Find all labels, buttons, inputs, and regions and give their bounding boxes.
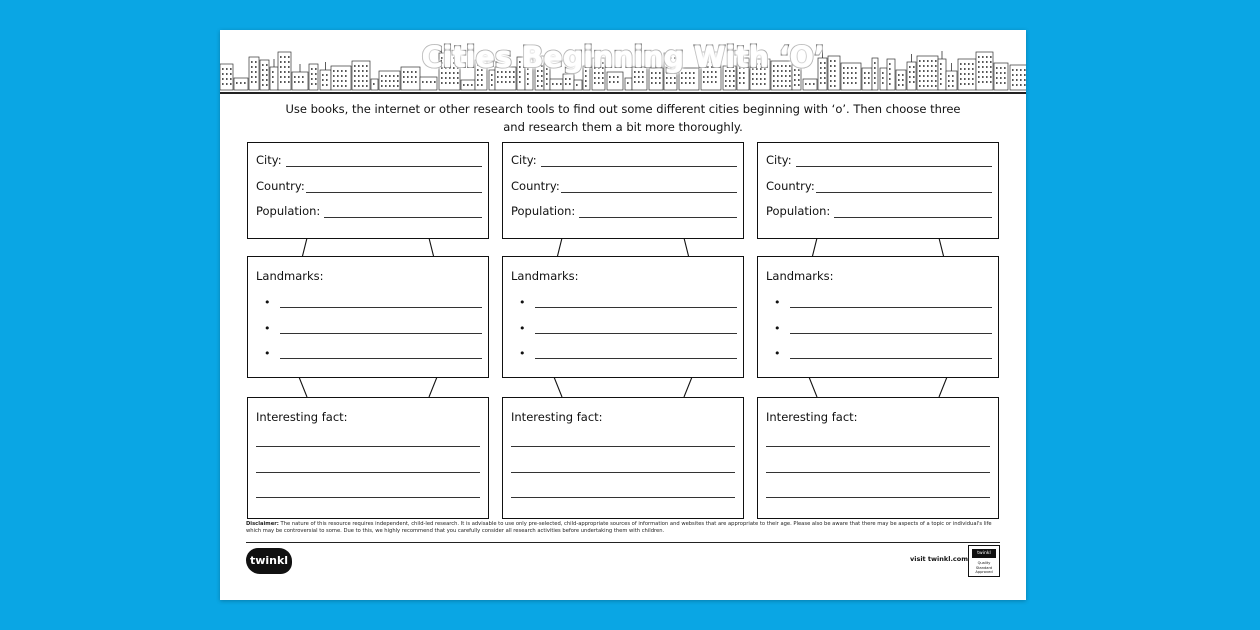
city-card (757, 142, 999, 522)
population-write-line[interactable] (834, 217, 992, 218)
instructions-text: Use books, the internet or other research tools to find out some different cities beginning with ‘o’. Then choose three and research them a bit more thoroughly. (285, 102, 961, 134)
interesting-fact-label: Interesting fact: (256, 410, 348, 424)
country-label: Country: (511, 179, 560, 193)
fact-write-line[interactable] (766, 497, 990, 498)
population-field (766, 202, 992, 220)
box-connector (247, 238, 489, 258)
country-field (256, 177, 482, 195)
city-write-line[interactable] (796, 166, 992, 167)
disclaimer-label: Disclaimer: (246, 521, 279, 527)
landmark-line[interactable] (264, 321, 482, 335)
landmark-line[interactable] (519, 295, 737, 309)
visit-link[interactable]: visit twinkl.com (910, 555, 969, 563)
country-write-line[interactable] (306, 192, 482, 193)
fact-write-line[interactable] (256, 472, 480, 473)
population-label: Population: (766, 204, 831, 218)
population-label: Population: (256, 204, 321, 218)
badge-title: twinkl (972, 549, 996, 558)
city-info-box (247, 142, 489, 239)
landmarks-label: Landmarks: (256, 269, 324, 283)
country-label: Country: (256, 179, 305, 193)
box-connector (502, 377, 744, 397)
city-info-box (502, 142, 744, 239)
landmarks-box (247, 256, 489, 378)
twinkl-logo[interactable]: twinkl (246, 548, 292, 574)
bullet-point: • (264, 296, 271, 309)
city-field (766, 151, 992, 169)
city-field (511, 151, 737, 169)
population-field (256, 202, 482, 220)
bullet-point: • (264, 347, 271, 360)
population-write-line[interactable] (579, 217, 737, 218)
landmark-line[interactable] (519, 346, 737, 360)
box-connector (502, 238, 744, 258)
country-field (511, 177, 737, 195)
disclaimer-text: The nature of this resource requires independent, child-led research. It is advisable to use only pre-selected, child-appropriate sources of information and websites that are appropriate to their age. Please also be aware that there may be aspects of a topic or individual's life which may be controversial to some. Due to this, we highly recommend that you carefully consider all research activities before undertaking them with children. (246, 521, 992, 534)
population-label: Population: (511, 204, 576, 218)
city-card (247, 142, 489, 522)
bullet-point: • (774, 296, 781, 309)
fact-write-line[interactable] (511, 446, 735, 447)
badge-text: Quality Standard Approved (975, 561, 993, 574)
landmarks-label: Landmarks: (766, 269, 834, 283)
bullet-point: • (774, 322, 781, 335)
bullet-point: • (264, 322, 271, 335)
country-field (766, 177, 992, 195)
title-banner (220, 30, 1026, 94)
box-connector (757, 238, 999, 258)
fact-write-line[interactable] (256, 497, 480, 498)
city-write-line[interactable] (286, 166, 482, 167)
bullet-point: • (774, 347, 781, 360)
fact-write-line[interactable] (766, 446, 990, 447)
interesting-fact-box (757, 397, 999, 519)
bullet-point: • (519, 347, 526, 360)
box-connector (757, 377, 999, 397)
population-write-line[interactable] (324, 217, 482, 218)
worksheet-title: Cities Beginning With ‘O’ (421, 40, 825, 74)
interesting-fact-box (502, 397, 744, 519)
landmark-line[interactable] (264, 295, 482, 309)
interesting-fact-label: Interesting fact: (766, 410, 858, 424)
fact-write-line[interactable] (256, 446, 480, 447)
bullet-point: • (519, 296, 526, 309)
landmark-line[interactable] (774, 295, 992, 309)
city-write-line[interactable] (541, 166, 737, 167)
city-info-box (757, 142, 999, 239)
landmark-line[interactable] (264, 346, 482, 360)
interesting-fact-box (247, 397, 489, 519)
landmark-line[interactable] (774, 346, 992, 360)
country-label: Country: (766, 179, 815, 193)
city-field (256, 151, 482, 169)
disclaimer (246, 521, 1002, 535)
worksheet-page (220, 30, 1026, 600)
landmarks-label: Landmarks: (511, 269, 579, 283)
city-label: City: (511, 153, 537, 167)
country-write-line[interactable] (816, 192, 992, 193)
interesting-fact-label: Interesting fact: (511, 410, 603, 424)
fact-write-line[interactable] (511, 497, 735, 498)
fact-write-line[interactable] (766, 472, 990, 473)
country-write-line[interactable] (561, 192, 737, 193)
box-connector (247, 377, 489, 397)
city-card (502, 142, 744, 522)
landmark-line[interactable] (774, 321, 992, 335)
quality-standard-badge (968, 545, 1000, 577)
population-field (511, 202, 737, 220)
city-label: City: (766, 153, 792, 167)
footer-divider (246, 542, 1000, 543)
city-label: City: (256, 153, 282, 167)
fact-write-line[interactable] (511, 472, 735, 473)
bullet-point: • (519, 322, 526, 335)
landmarks-box (757, 256, 999, 378)
landmark-line[interactable] (519, 321, 737, 335)
landmarks-box (502, 256, 744, 378)
